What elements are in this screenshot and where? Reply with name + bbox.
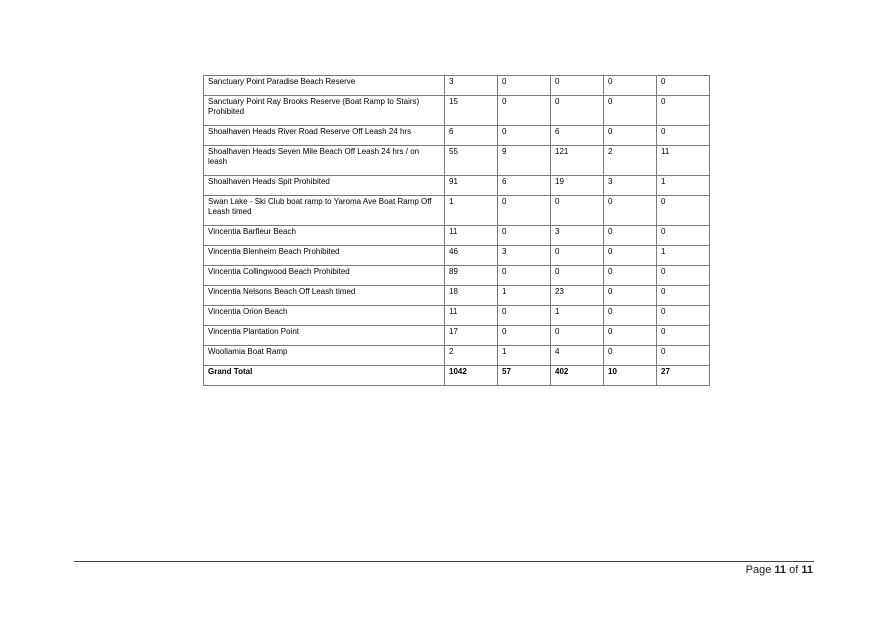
count-cell: 1	[657, 176, 710, 196]
table-row	[204, 176, 710, 196]
count-cell: 1	[498, 346, 551, 366]
footer-divider	[74, 561, 814, 562]
count-cell: 18	[445, 286, 498, 306]
count-cell: 10	[604, 366, 657, 386]
count-cell: 0	[604, 326, 657, 346]
count-cell: 0	[551, 266, 604, 286]
location-cell: Shoalhaven Heads Seven Mile Beach Off Leash 24 hrs / on leash	[204, 146, 445, 176]
count-cell: 402	[551, 366, 604, 386]
count-cell: 0	[604, 306, 657, 326]
count-cell: 0	[657, 76, 710, 96]
table-row	[204, 126, 710, 146]
count-cell: 0	[657, 266, 710, 286]
count-cell: 0	[498, 76, 551, 96]
count-cell: 1042	[445, 366, 498, 386]
location-cell: Vincentia Barfleur Beach	[204, 226, 445, 246]
count-cell: 0	[604, 76, 657, 96]
page-of: of	[789, 564, 799, 576]
count-cell: 27	[657, 366, 710, 386]
location-cell: Grand Total	[204, 366, 445, 386]
count-cell: 15	[445, 96, 498, 126]
count-cell: 4	[551, 346, 604, 366]
location-cell: Sanctuary Point Ray Brooks Reserve (Boat Ramp to Stairs) Prohibited	[204, 96, 445, 126]
count-cell: 121	[551, 146, 604, 176]
count-cell: 0	[498, 306, 551, 326]
count-cell: 0	[657, 326, 710, 346]
data-table-body	[204, 76, 710, 386]
count-cell: 0	[498, 226, 551, 246]
count-cell: 0	[551, 326, 604, 346]
count-cell: 3	[498, 246, 551, 266]
count-cell: 1	[657, 246, 710, 266]
location-cell: Shoalhaven Heads Spit Prohibited	[204, 176, 445, 196]
location-cell: Vincentia Nelsons Beach Off Leash timed	[204, 286, 445, 306]
count-cell: 0	[498, 96, 551, 126]
count-cell: 6	[445, 126, 498, 146]
count-cell: 91	[445, 176, 498, 196]
count-cell: 89	[445, 266, 498, 286]
count-cell: 0	[604, 196, 657, 226]
count-cell: 9	[498, 146, 551, 176]
count-cell: 0	[604, 246, 657, 266]
count-cell: 19	[551, 176, 604, 196]
location-cell: Shoalhaven Heads River Road Reserve Off Leash 24 hrs	[204, 126, 445, 146]
count-cell: 3	[445, 76, 498, 96]
table-row	[204, 196, 710, 226]
page-footer	[746, 564, 813, 576]
table-row	[204, 346, 710, 366]
count-cell: 46	[445, 246, 498, 266]
count-cell: 6	[551, 126, 604, 146]
count-cell: 3	[551, 226, 604, 246]
count-cell: 3	[604, 176, 657, 196]
table-row	[204, 326, 710, 346]
location-cell: Woollamia Boat Ramp	[204, 346, 445, 366]
count-cell: 1	[445, 196, 498, 226]
count-cell: 11	[445, 226, 498, 246]
total-pages: 11	[801, 564, 813, 576]
count-cell: 0	[657, 226, 710, 246]
count-cell: 23	[551, 286, 604, 306]
count-cell: 1	[551, 306, 604, 326]
count-cell: 0	[657, 126, 710, 146]
count-cell: 0	[498, 266, 551, 286]
count-cell: 55	[445, 146, 498, 176]
count-cell: 0	[604, 126, 657, 146]
location-cell: Vincentia Orion Beach	[204, 306, 445, 326]
count-cell: 6	[498, 176, 551, 196]
data-table	[203, 75, 710, 386]
table-row	[204, 246, 710, 266]
count-cell: 11	[657, 146, 710, 176]
count-cell: 57	[498, 366, 551, 386]
current-page: 11	[774, 564, 787, 576]
location-cell: Vincentia Blenheim Beach Prohibited	[204, 246, 445, 266]
location-cell: Sanctuary Point Paradise Beach Reserve	[204, 76, 445, 96]
count-cell: 0	[498, 196, 551, 226]
count-cell: 0	[657, 346, 710, 366]
count-cell: 17	[445, 326, 498, 346]
count-cell: 0	[498, 326, 551, 346]
count-cell: 0	[551, 246, 604, 266]
location-cell: Swan Lake - Ski Club boat ramp to Yaroma Ave Boat Ramp Off Leash timed	[204, 196, 445, 226]
count-cell: 1	[498, 286, 551, 306]
page-label: Page	[745, 564, 772, 576]
count-cell: 0	[604, 266, 657, 286]
table-row	[204, 266, 710, 286]
count-cell: 11	[445, 306, 498, 326]
count-cell: 0	[604, 96, 657, 126]
count-cell: 0	[604, 286, 657, 306]
table-row	[204, 286, 710, 306]
count-cell: 0	[657, 196, 710, 226]
grand-total-row	[204, 366, 710, 386]
location-cell: Vincentia Collingwood Beach Prohibited	[204, 266, 445, 286]
count-cell: 0	[551, 76, 604, 96]
location-cell: Vincentia Plantation Point	[204, 326, 445, 346]
count-cell: 0	[657, 286, 710, 306]
table-row	[204, 96, 710, 126]
table-row	[204, 306, 710, 326]
count-cell: 2	[445, 346, 498, 366]
count-cell: 0	[551, 96, 604, 126]
count-cell: 0	[604, 346, 657, 366]
table-row	[204, 76, 710, 96]
count-cell: 0	[657, 96, 710, 126]
count-cell: 0	[604, 226, 657, 246]
table-row	[204, 146, 710, 176]
count-cell: 0	[657, 306, 710, 326]
count-cell: 0	[498, 126, 551, 146]
count-cell: 2	[604, 146, 657, 176]
count-cell: 0	[551, 196, 604, 226]
table-row	[204, 226, 710, 246]
